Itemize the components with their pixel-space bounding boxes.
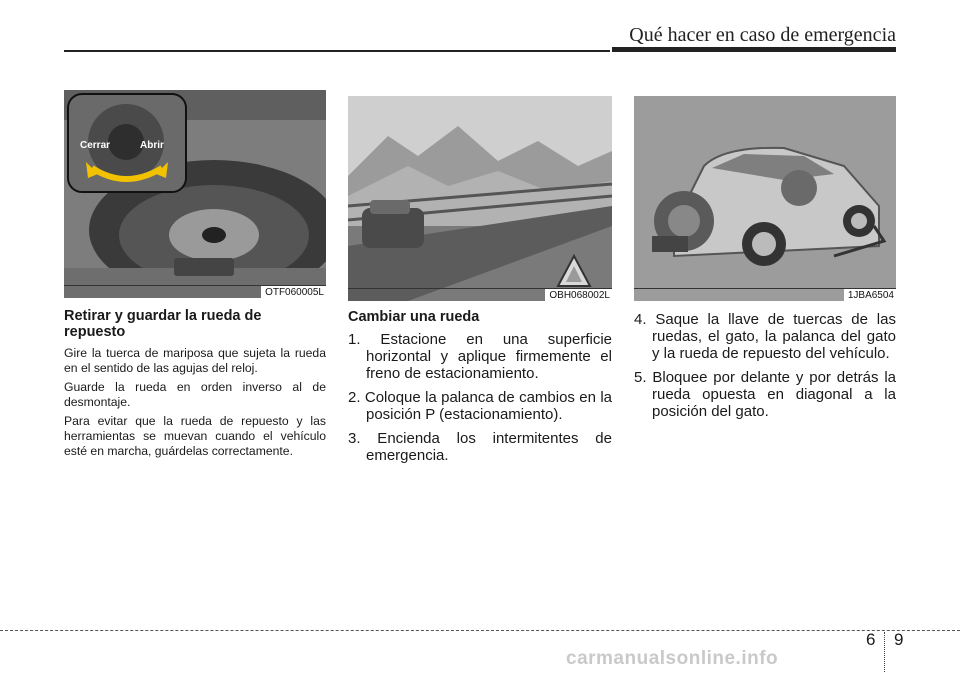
figure-code: 1JBA6504 <box>844 289 896 301</box>
footer-rule <box>0 630 960 631</box>
car-figure <box>634 96 896 301</box>
list-item: 2. Coloque la palanca de cambios en la posición P (estacionamiento). <box>348 389 612 423</box>
steps-list <box>634 311 896 420</box>
page-header-title: Qué hacer en caso de emergencia <box>629 24 896 46</box>
car-illustration <box>634 96 896 301</box>
steps-list <box>348 331 612 464</box>
figure-code: OBH068002L <box>545 289 612 301</box>
section-heading: Cambiar una rueda <box>348 309 480 325</box>
paragraph: Gire la tuerca de mariposa que sujeta la rueda en el sentido de las agujas del reloj. <box>64 346 326 375</box>
highway-illustration <box>348 96 612 301</box>
page-number-divider <box>884 632 885 672</box>
figure-code: OTF060005L <box>261 286 326 298</box>
close-label: Cerrar <box>80 140 111 151</box>
paragraph: Para evitar que la rueda de repuesto y las herramientas se muevan cuando el vehículo esté en marcha, guárdelas correctamente. <box>64 414 326 458</box>
list-item: 5. Bloquee por delante y por detrás la rueda opuesta en diagonal a la posición del gato. <box>634 369 896 420</box>
highway-figure <box>348 96 612 301</box>
column-middle <box>348 96 612 471</box>
chapter-number: 6 <box>866 630 876 649</box>
header-rule-accent <box>612 47 896 52</box>
paragraph: Guarde la rueda en orden inverso al de desmontaje. <box>64 380 326 409</box>
open-label: Abrir <box>140 140 164 151</box>
header-rule <box>64 50 610 52</box>
section-heading: Retirar y guardar la rueda de repuesto <box>64 308 262 340</box>
list-item: 4. Saque la llave de tuercas de las ruedas, el gato, la palanca del gato y la rueda de repuesto del vehículo. <box>634 311 896 362</box>
watermark: carmanualsonline.info <box>566 648 779 669</box>
column-right <box>634 96 896 427</box>
list-item: 1. Estacione en una superficie horizontal y aplique firmemente el freno de estacionamiento. <box>348 331 612 382</box>
spare-tire-figure <box>64 90 326 298</box>
spare-tire-illustration <box>64 90 326 298</box>
list-item: 3. Encienda los intermitentes de emergencia. <box>348 430 612 464</box>
column-left <box>64 90 326 463</box>
page-number: 9 <box>894 630 904 649</box>
